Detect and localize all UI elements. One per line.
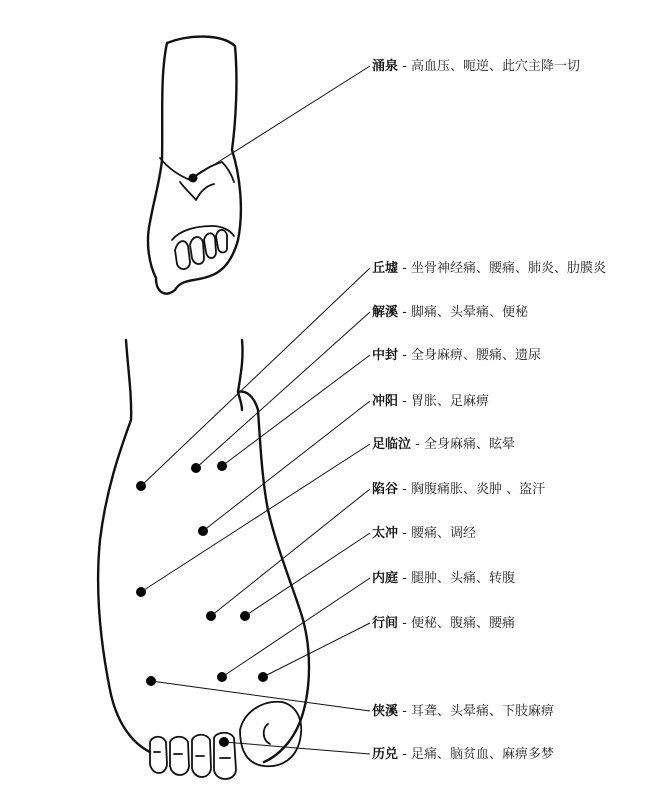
- label-zulinqi: 足临泣 - 全身麻痛、眩晕: [372, 437, 515, 452]
- label-xiaxi: 侠溪 - 耳聋、头晕痛、下肢麻痹: [372, 704, 554, 719]
- label-lidui: 历兑 - 足痛、脑贫血、麻痹多梦: [372, 747, 554, 762]
- labels: [372, 58, 607, 762]
- label-xingjian: 行间 - 便秘、腹痛、腰痛: [372, 616, 515, 631]
- sole-drawing: [148, 37, 241, 294]
- label-xiangu: 陷谷 - 胸腹痛胀、炎肿 、盗汗: [372, 482, 546, 497]
- label-yongquan: 涌泉 - 高血压、呃逆、此穴主降一切: [372, 59, 580, 74]
- label-taichong: 太冲 - 腰痛、调经: [372, 526, 476, 541]
- label-neiting: 内庭 - 腿肿、头痛、转腹: [372, 571, 515, 586]
- label-jiexi: 解溪 - 脚痛、头晕痛、便秘: [372, 305, 528, 320]
- label-zhongfeng: 中封 - 全身麻痹、腰痛、遗尿: [372, 348, 541, 363]
- leader-lines: [141, 66, 370, 754]
- dorsum-drawing: [98, 340, 309, 779]
- label-qiuxu: 丘墟 - 坐骨神经痛、腰痛、肺炎、肋膜炎: [372, 261, 606, 276]
- label-chongyang: 冲阳 - 胃胀、足麻痹: [372, 394, 489, 409]
